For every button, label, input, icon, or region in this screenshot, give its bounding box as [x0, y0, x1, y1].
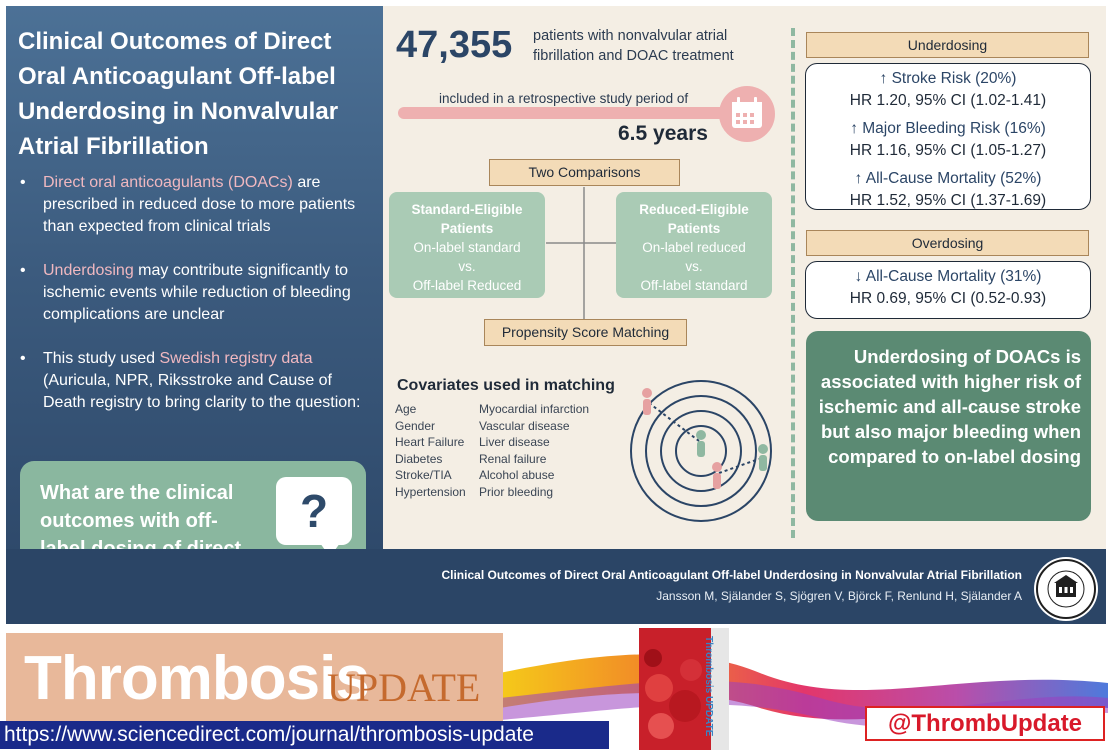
- bullet-highlight: Swedish registry data: [159, 350, 313, 367]
- question-text: What are the clinical outcomes with off-: [40, 482, 234, 532]
- standard-eligible-box: [389, 192, 545, 298]
- journal-url-link[interactable]: https://www.sciencedirect.com/journal/thrombosis-update: [0, 721, 609, 749]
- result-risk: ↑ Major Bleeding Risk (16%): [850, 120, 1046, 137]
- overdosing-label: Overdosing: [806, 230, 1089, 256]
- covariate-item: Prior bleeding: [479, 484, 554, 499]
- twitter-handle[interactable]: @ThrombUpdate: [865, 706, 1105, 741]
- result-risk: ↓ All-Cause Mortality (31%): [854, 268, 1042, 285]
- patients-description: patients with nonvalvular atrial fibrillation and DOAC treatment: [533, 28, 734, 64]
- reduced-eligible-box: [616, 192, 772, 298]
- result-risk: ↑ Stroke Risk (20%): [879, 70, 1017, 87]
- journal-banner: [0, 628, 1108, 753]
- result-hr: HR 1.20, 95% CI (1.02-1.41): [849, 92, 1047, 109]
- journal-logo: [6, 633, 503, 731]
- footer-title: Clinical Outcomes of Direct Oral Anticoagulant Off-label Underdosing in Nonvalvular Atrial Fibrillation: [441, 568, 1022, 582]
- logo-main-text: Thrombosis: [24, 644, 369, 713]
- covariate-item: Alcohol abuse: [479, 468, 555, 482]
- question-bubble-icon: ?: [276, 477, 352, 545]
- arm-title: Patients: [667, 221, 721, 236]
- person-icon: [712, 462, 722, 489]
- arm-title: Reduced-Eligible: [639, 202, 749, 217]
- abstract-title: Clinical Outcomes of Direct Oral Anticoagulant Off-label Underdosing in Nonvalvular Atrial Fibrillation: [18, 28, 339, 160]
- covariate-item: Renal failure: [479, 451, 547, 466]
- arm-line: On-label reduced: [642, 240, 746, 255]
- covariate-item: Heart Failure: [395, 435, 465, 449]
- section-divider: [791, 28, 795, 538]
- bullet-text: This study used: [43, 350, 160, 367]
- bullet-text: may contribute significantly to ischemic events while reduction of bleeding complications are unclear: [43, 262, 351, 323]
- covariate-item: Liver disease: [479, 435, 550, 449]
- patients-count: 47,355: [396, 24, 513, 66]
- study-period-description: included in a retrospective study period of: [439, 91, 689, 106]
- person-icon: [642, 388, 652, 415]
- covariate-item: Vascular disease: [479, 418, 570, 433]
- covariate-item: Gender: [395, 418, 436, 433]
- bullet-text: are prescribed in reduced dose to more patients than expected from clinical trials: [43, 174, 356, 235]
- result-hr: HR 1.52, 95% CI (1.37-1.69): [849, 192, 1047, 209]
- arm-title: Standard-Eligible: [411, 202, 523, 217]
- underdosing-results: [805, 63, 1091, 210]
- underdosing-label: Underdosing: [806, 32, 1089, 58]
- arm-line: On-label standard: [413, 240, 521, 255]
- covariate-item: Myocardial infarction: [479, 402, 590, 416]
- arm-line: vs.: [685, 259, 703, 274]
- covariate-item: Stroke/TIA: [395, 468, 452, 482]
- result-hr: HR 0.69, 95% CI (0.52-0.93): [849, 290, 1047, 307]
- person-icon: [758, 444, 768, 471]
- result-hr: HR 1.16, 95% CI (1.05-1.27): [849, 142, 1047, 159]
- covariates-title: Covariates used in matching: [397, 377, 615, 394]
- two-comparisons-label: Two Comparisons: [489, 159, 680, 186]
- covariate-item: Diabetes: [395, 451, 443, 466]
- propensity-score-label: Propensity Score Matching: [484, 319, 687, 346]
- citation-footer: [6, 549, 1106, 624]
- arm-line: Off-label standard: [640, 278, 748, 293]
- covariates-column-2: [479, 401, 589, 500]
- covariates-column-1: [395, 401, 466, 500]
- matching-circles-illustration: [621, 371, 781, 531]
- arm-line: Off-label Reduced: [412, 278, 522, 293]
- cover-title: Thrombosis UPDATE: [703, 636, 714, 737]
- journal-cover-image: [639, 628, 729, 750]
- covariate-item: Hypertension: [395, 484, 466, 499]
- study-period: 6.5 years: [618, 122, 708, 145]
- logo-sub-text: UPDATE: [327, 665, 481, 710]
- conclusion-box: Underdosing of DOACs is associated with higher risk of ischemic and all-cause stroke but also major bleeding when compared to on-label dosing: [806, 331, 1091, 521]
- covariate-item: Age: [395, 402, 417, 416]
- footer-authors: Jansson M, Själander S, Sjögren V, Björck F, Renlund H, Själander A: [656, 589, 1022, 603]
- bullet-highlight: Underdosing: [43, 262, 134, 279]
- visual-abstract: [6, 6, 1106, 624]
- arm-title: Patients: [440, 221, 494, 236]
- person-icon: [696, 430, 706, 457]
- overdosing-results: [805, 261, 1091, 319]
- arm-line: vs.: [458, 259, 476, 274]
- result-risk: ↑ All-Cause Mortality (52%): [854, 170, 1042, 187]
- bullet-text: (Auricula, NPR, Riksstroke and Cause of Death registry to bring clarity to the question:: [43, 372, 361, 411]
- university-seal-logo: [1034, 557, 1098, 621]
- bullet-highlight: Direct oral anticoagulants (DOACs): [43, 174, 293, 191]
